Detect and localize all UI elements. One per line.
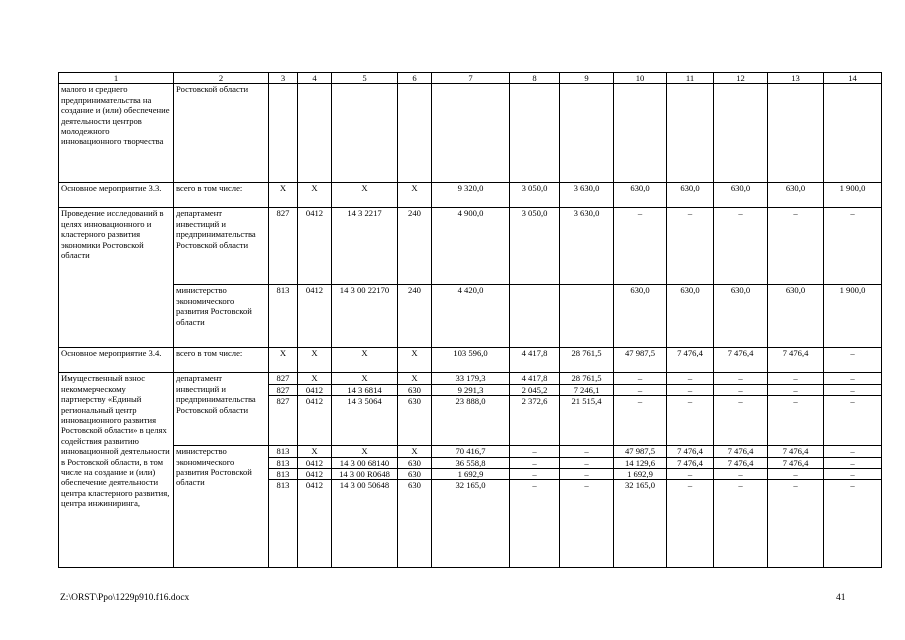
table-cell: – — [768, 208, 824, 285]
table-cell: 0412 — [298, 285, 332, 348]
column-header: 10 — [614, 73, 667, 84]
table-cell: 240 — [398, 285, 432, 348]
table-cell: Основное мероприятие 3.4. — [59, 348, 174, 373]
table-cell: 0412 — [298, 208, 332, 285]
table-cell: 630,0 — [614, 285, 667, 348]
table-cell: – — [714, 373, 768, 384]
table-row — [59, 84, 882, 183]
table-cell: 14 129,6 — [614, 457, 667, 468]
table-cell: 33 179,3 — [432, 373, 510, 384]
table-cell: 1 692,9 — [432, 469, 510, 480]
table-cell: – — [824, 208, 882, 285]
table-cell: всего в том числе: — [174, 183, 269, 208]
table-cell: 14 3 00 22170 — [332, 285, 398, 348]
table-cell: – — [714, 480, 768, 568]
table-cell: 32 165,0 — [614, 480, 667, 568]
table-cell: 813 — [269, 446, 298, 457]
table-cell: 0412 — [298, 384, 332, 395]
table-cell: 36 558,8 — [432, 457, 510, 468]
table-cell: 2 372,6 — [510, 396, 560, 446]
table-cell: 813 — [269, 469, 298, 480]
table-cell: – — [824, 480, 882, 568]
table-cell: 70 416,7 — [432, 446, 510, 457]
table-cell: Х — [398, 183, 432, 208]
table-cell: – — [667, 208, 714, 285]
table-cell: – — [714, 384, 768, 395]
table-cell: 827 — [269, 208, 298, 285]
table-cell: – — [614, 373, 667, 384]
table-cell: 827 — [269, 384, 298, 395]
table-cell: 630,0 — [768, 285, 824, 348]
table-cell: – — [510, 469, 560, 480]
table-cell: – — [510, 446, 560, 457]
table-cell: 47 987,5 — [614, 348, 667, 373]
table-cell: – — [667, 384, 714, 395]
table-cell: – — [614, 384, 667, 395]
table-row — [59, 285, 882, 348]
table-cell: – — [768, 469, 824, 480]
table-cell: 14 3 2217 — [332, 208, 398, 285]
table-cell: 0412 — [298, 469, 332, 480]
table-cell: 630,0 — [714, 183, 768, 208]
table-cell: – — [714, 208, 768, 285]
table-cell: Х — [398, 446, 432, 457]
table-cell: – — [667, 480, 714, 568]
column-header: 1 — [59, 73, 174, 84]
table-cell: – — [824, 384, 882, 395]
table-cell — [824, 84, 882, 183]
table-cell: – — [667, 396, 714, 446]
table-cell — [614, 84, 667, 183]
table-cell: – — [824, 396, 882, 446]
footer-file-path: Z:\ORST\Ppo\1229p910.f16.docx — [60, 593, 190, 603]
table-cell — [398, 84, 432, 183]
column-header: 8 — [510, 73, 560, 84]
table-cell: 21 515,4 — [560, 396, 614, 446]
table-cell: – — [714, 469, 768, 480]
table-cell: 0412 — [298, 480, 332, 568]
table-cell: Х — [398, 373, 432, 384]
table-cell: – — [510, 457, 560, 468]
table-cell: 630 — [398, 396, 432, 446]
column-header: 12 — [714, 73, 768, 84]
table-row — [59, 348, 882, 373]
table-cell: 2 045,2 — [510, 384, 560, 395]
table-cell: 1 692,9 — [614, 469, 667, 480]
table-cell — [332, 84, 398, 183]
table-cell — [768, 84, 824, 183]
table-cell — [560, 285, 614, 348]
table-cell: 630 — [398, 457, 432, 468]
table-cell: – — [824, 348, 882, 373]
table-cell: 3 050,0 — [510, 208, 560, 285]
table-cell: 7 476,4 — [714, 446, 768, 457]
table-row — [59, 446, 882, 457]
column-header: 13 — [768, 73, 824, 84]
table-cell: Х — [332, 373, 398, 384]
table-cell: 32 165,0 — [432, 480, 510, 568]
table-cell: – — [768, 384, 824, 395]
table-cell: – — [768, 480, 824, 568]
table-cell: Ростовской области — [174, 84, 269, 183]
table-cell: 14 3 00 R0648 — [332, 469, 398, 480]
table-cell: 9 291,3 — [432, 384, 510, 395]
table-cell: 7 476,4 — [714, 348, 768, 373]
table-cell: 7 476,4 — [768, 457, 824, 468]
table-cell: Х — [298, 183, 332, 208]
table-cell: – — [824, 457, 882, 468]
table-cell: – — [824, 373, 882, 384]
table-row — [59, 208, 882, 285]
table-cell: – — [667, 373, 714, 384]
table-cell: 813 — [269, 480, 298, 568]
table-cell: 23 888,0 — [432, 396, 510, 446]
table-row — [59, 373, 882, 384]
table-cell: 240 — [398, 208, 432, 285]
table-cell: 7 476,4 — [714, 457, 768, 468]
table-cell: 14 3 00 50648 — [332, 480, 398, 568]
table-cell: 630,0 — [714, 285, 768, 348]
table-cell: 7 476,4 — [768, 348, 824, 373]
table-cell: – — [824, 469, 882, 480]
table-cell: малого и среднего предпринимательства на создание и (или) обеспечение деятельности центров молодежного инновационного творчества — [59, 84, 174, 183]
table-cell: 1 900,0 — [824, 183, 882, 208]
table-cell: – — [560, 457, 614, 468]
table-cell: – — [824, 446, 882, 457]
table-cell: Основное мероприятие 3.3. — [59, 183, 174, 208]
column-header: 6 — [398, 73, 432, 84]
table-cell: 630,0 — [667, 285, 714, 348]
table-cell: 4 900,0 — [432, 208, 510, 285]
table-cell: – — [510, 480, 560, 568]
table-cell: 3 630,0 — [560, 208, 614, 285]
table-cell: Х — [398, 348, 432, 373]
table-cell: 103 596,0 — [432, 348, 510, 373]
table-cell: 47 987,5 — [614, 446, 667, 457]
table-cell: Х — [269, 348, 298, 373]
column-header: 14 — [824, 73, 882, 84]
column-header: 3 — [269, 73, 298, 84]
table-cell: – — [667, 469, 714, 480]
table-cell: 9 320,0 — [432, 183, 510, 208]
table-cell: 4 420,0 — [432, 285, 510, 348]
table-cell: – — [560, 469, 614, 480]
header-row — [59, 73, 882, 84]
table-cell: – — [614, 396, 667, 446]
table-cell: Х — [269, 183, 298, 208]
table-cell: – — [560, 480, 614, 568]
table-cell: 14 3 00 68140 — [332, 457, 398, 468]
column-header: 9 — [560, 73, 614, 84]
table-cell: 7 476,4 — [667, 348, 714, 373]
column-header: 7 — [432, 73, 510, 84]
table-cell: 7 476,4 — [768, 446, 824, 457]
table-cell: 630 — [398, 480, 432, 568]
table-cell: Х — [298, 348, 332, 373]
table-cell: 28 761,5 — [560, 373, 614, 384]
table-cell — [269, 84, 298, 183]
column-header: 4 — [298, 73, 332, 84]
table-cell: Имущественный взнос некоммерческому партнерству «Единый региональный центр инновационного развития Ростовской области» в целях содействия развитию инновационной деятельности в Ростовской области, в том числе на создание и (или) обеспечение деятельности центра кластерного развития, центра инжиниринга, — [59, 373, 174, 568]
table-cell: 0412 — [298, 457, 332, 468]
table-cell — [667, 84, 714, 183]
table-cell: министерство экономического развития Ростовской области — [174, 446, 269, 568]
table-cell: Х — [332, 183, 398, 208]
table-cell: Х — [298, 446, 332, 457]
table-cell: 4 417,8 — [510, 348, 560, 373]
table-cell: 14 3 5064 — [332, 396, 398, 446]
table-cell — [432, 84, 510, 183]
table-cell — [510, 285, 560, 348]
table-cell: департамент инвестиций и предпринимательства Ростовской области — [174, 208, 269, 285]
table-row — [59, 183, 882, 208]
table-cell: 1 900,0 — [824, 285, 882, 348]
budget-table — [58, 72, 882, 568]
table-cell — [298, 84, 332, 183]
table-cell: всего в том числе: — [174, 348, 269, 373]
table-cell: 827 — [269, 396, 298, 446]
table-cell: министерство экономического развития Ростовской области — [174, 285, 269, 348]
table-cell: – — [614, 208, 667, 285]
page-number: 41 — [836, 593, 846, 603]
table-cell — [510, 84, 560, 183]
table-cell: 630,0 — [667, 183, 714, 208]
table-cell: 813 — [269, 285, 298, 348]
table-cell: 827 — [269, 373, 298, 384]
column-header: 2 — [174, 73, 269, 84]
table-cell: Проведение исследований в целях инновационного и кластерного развития экономики Ростовской области — [59, 208, 174, 348]
table-cell: 7 476,4 — [667, 457, 714, 468]
column-header: 11 — [667, 73, 714, 84]
table-cell: 3 630,0 — [560, 183, 614, 208]
table-cell: 7 476,4 — [667, 446, 714, 457]
table-cell: Х — [298, 373, 332, 384]
table-cell: 14 3 6814 — [332, 384, 398, 395]
table-cell: Х — [332, 446, 398, 457]
table-cell — [714, 84, 768, 183]
table-cell: 630,0 — [614, 183, 667, 208]
table-cell: – — [768, 396, 824, 446]
table-cell: 630 — [398, 469, 432, 480]
table-cell: – — [560, 446, 614, 457]
table-cell: 0412 — [298, 396, 332, 446]
column-header: 5 — [332, 73, 398, 84]
table-cell: 630,0 — [768, 183, 824, 208]
table-cell: 4 417,8 — [510, 373, 560, 384]
table-cell: 813 — [269, 457, 298, 468]
table-cell: 28 761,5 — [560, 348, 614, 373]
table-cell: департамент инвестиций и предпринимательства Ростовской области — [174, 373, 269, 446]
table-cell: – — [768, 373, 824, 384]
table-cell: – — [714, 396, 768, 446]
table-cell: 7 246,1 — [560, 384, 614, 395]
table-cell: Х — [332, 348, 398, 373]
table-cell: 3 050,0 — [510, 183, 560, 208]
table-cell: 630 — [398, 384, 432, 395]
table-cell — [560, 84, 614, 183]
